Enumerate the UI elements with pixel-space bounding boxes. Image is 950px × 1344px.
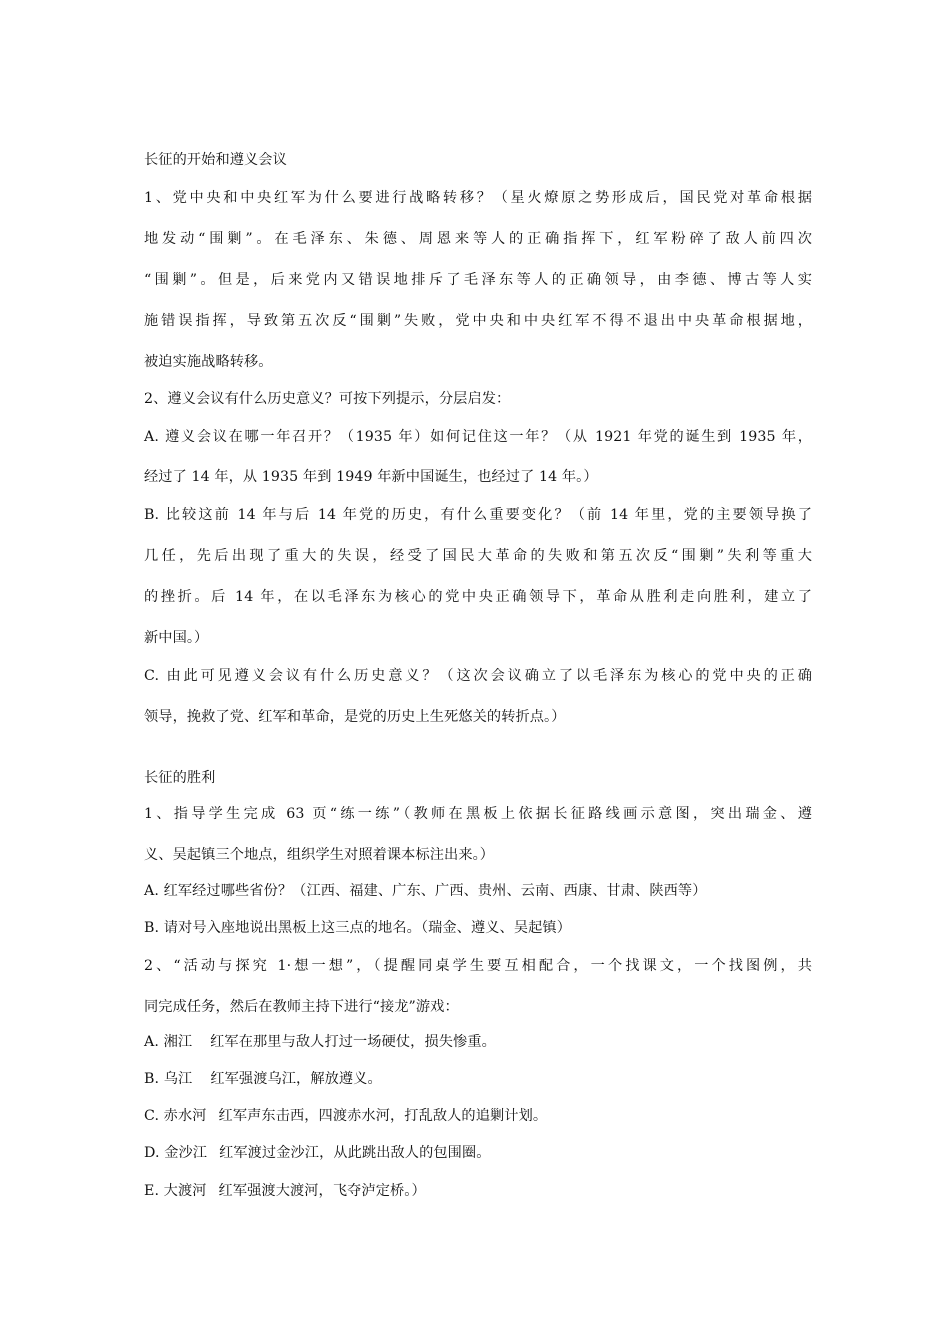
river-label: D. 金沙江	[144, 1145, 208, 1161]
paragraph-line: 1、指导学生完成 63 页“练一练”（教师在黑板上依据长征路线画示意图，突出瑞金、遵	[144, 806, 812, 822]
river-text: 红军声东击西，四渡赤水河，打乱敌人的追剿计划。	[218, 1108, 548, 1124]
paragraph-line: C. 由此可见遵义会议有什么历史意义？（这次会议确立了以毛泽东为核心的党中央的正确	[144, 668, 812, 684]
paragraph-line: 新中国。）	[144, 630, 209, 646]
paragraph-line: 同完成任务，然后在教师主持下进行“接龙”游戏：	[144, 999, 459, 1015]
paragraph-line: 几任，先后出现了重大的失误，经受了国民大革命的失败和第五次反“围剿”失利等重大	[144, 548, 812, 564]
paragraph-line: 1、党中央和中央红军为什么要进行战略转移？（星火燎原之势形成后，国民党对革命根据	[144, 190, 812, 206]
river-item	[144, 1142, 812, 1164]
river-label: B. 乌江	[144, 1071, 193, 1087]
paragraph-line: 地发动“围剿”。在毛泽东、朱德、周恩来等人的正确指挥下，红军粉碎了敌人前四次	[144, 231, 812, 247]
question-line: 2、遵义会议有什么历史意义？可按下列提示，分层启发：	[144, 391, 511, 407]
river-item	[144, 1068, 812, 1090]
paragraph-line: 施错误指挥，导致第五次反“围剿”失败，党中央和中央红军不得不退出中央革命根据地，	[144, 313, 812, 329]
paragraph-line: 义、吴起镇三个地点，组织学生对照着课本标注出来。）	[144, 847, 495, 863]
section-heading-long-march-victory: 长征的胜利	[144, 770, 216, 786]
river-item	[144, 1180, 812, 1202]
river-item	[144, 1105, 812, 1127]
paragraph-line: 经过了 14 年，从 1935 年到 1949 年新中国诞生，也经过了 14 年。）	[144, 469, 598, 485]
river-label: E. 大渡河	[144, 1183, 207, 1199]
river-text: 红军强渡乌江，解放遵义。	[210, 1071, 382, 1087]
paragraph-line: 被迫实施战略转移。	[144, 354, 273, 370]
paragraph-line: 领导，挽救了党、红军和革命，是党的历史上生死悠关的转折点。）	[144, 709, 566, 725]
paragraph-line: A. 遵义会议在哪一年召开？（1935 年）如何记住这一年？（从 1921 年党的诞生到 1935 年，	[144, 429, 812, 445]
river-text: 红军在那里与敌人打过一场硬仗，损失惨重。	[210, 1034, 496, 1050]
river-text: 红军强渡大渡河，飞夺泸定桥。）	[218, 1183, 426, 1199]
river-label: C. 赤水河	[144, 1108, 207, 1124]
river-item	[144, 1031, 812, 1053]
paragraph-line: B. 请对号入座地说出黑板上这三点的地名。（瑞金、遵义、吴起镇）	[144, 920, 571, 936]
paragraph-line: B. 比较这前 14 年与后 14 年党的历史，有什么重要变化？（前 14 年里，党的主要领导换了	[144, 507, 812, 523]
river-label: A. 湘江	[144, 1034, 193, 1050]
paragraph-line: 2、“活动与探究 1·想一想”，（提醒同桌学生要互相配合，一个找课文，一个找图例，共	[144, 958, 812, 974]
paragraph-line: A. 红军经过哪些省份？（江西、福建、广东、广西、贵州、云南、西康、甘肃、陕西等）	[144, 883, 707, 899]
paragraph-line: “围剿”。但是，后来党内又错误地排斥了毛泽东等人的正确领导，由李德、博古等人实	[144, 272, 812, 288]
river-text: 红军渡过金沙江，从此跳出敌人的包围圈。	[219, 1145, 491, 1161]
section-heading-long-march-start: 长征的开始和遵义会议	[144, 152, 287, 168]
paragraph-line: 的挫折。后 14 年，在以毛泽东为核心的党中央正确领导下，革命从胜利走向胜利，建立了	[144, 589, 812, 605]
